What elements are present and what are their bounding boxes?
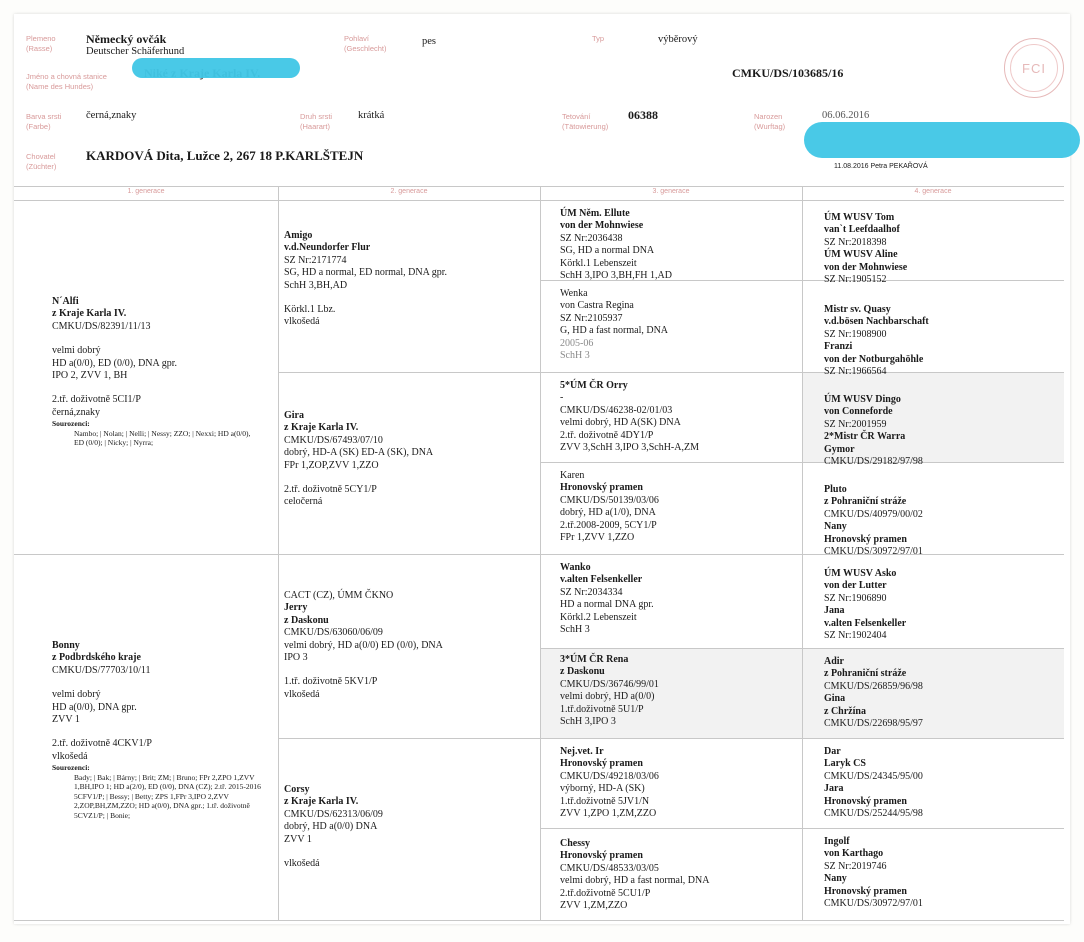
gen4-kennel: z Pohraniční stráže [824, 496, 907, 508]
gen2-line: SchH 3,BH,AD [284, 279, 348, 291]
gen3-cell-4 [560, 562, 796, 636]
gen4-name: 2*Mistr ČR Warra [824, 431, 906, 443]
gen3-line: SG, HD a normal DNA [560, 245, 655, 257]
gen2-line: CMKU/DS/67493/07/10 [284, 434, 383, 446]
dam-line: velmi dobrý [52, 689, 101, 701]
gen4-kennel: z Chržína [824, 705, 866, 717]
gen4-name: Mistr sv. Quasy [824, 304, 891, 315]
gen3-line: CMKU/DS/36746/99/01 [560, 678, 659, 690]
dam-name: Bonny [52, 640, 80, 651]
gen2-line: vlkošedá [284, 858, 320, 870]
label-breeder: Chovatel (Züchter) [26, 152, 57, 171]
gen3-line: Körkl.1 Lebenszeit [560, 257, 637, 269]
gen4-kennel: von der Notburgahöhle [824, 353, 924, 365]
gen3-kennel: v.alten Felsenkeller [560, 574, 643, 586]
gen3-name: Nej.vet. Ir [560, 746, 604, 757]
gen4-kennel: z Pohraniční stráže [824, 668, 907, 680]
gen3-line: SZ Nr:2105937 [560, 312, 623, 324]
gen3-kennel: - [560, 392, 564, 404]
gen3-kennel: von der Mohnwiese [560, 220, 644, 232]
gen4-name: ÚM WUSV Aline [824, 249, 898, 261]
sire-siblings-label: Sourozenci: [52, 419, 90, 429]
gen4-cell-6 [824, 746, 1060, 820]
gen2-cell-2 [284, 590, 536, 701]
grid-line [278, 186, 279, 920]
gen4-name: ÚM WUSV Asko [824, 568, 897, 579]
redaction-mark-details [804, 122, 1080, 158]
gen2-line: celočerná [284, 496, 323, 508]
gen4-name: Jana [824, 605, 845, 617]
gen3-line: CMKU/DS/48533/03/05 [560, 862, 659, 874]
gen2-kennel: z Kraje Karla IV. [284, 796, 359, 808]
grid-line [278, 738, 1064, 739]
sire-reg: CMKU/DS/82391/11/13 [52, 320, 151, 332]
coat-value: krátká [358, 110, 385, 121]
gen3-line: 2.tř.2008-2009, 5CY1/P [560, 519, 657, 531]
gen3-line: G, HD a fast normal, DNA [560, 325, 669, 337]
gen3-kennel: Hronovský pramen [560, 850, 643, 862]
gen3-cell-0 [560, 208, 796, 282]
gen3-name: Wanko [560, 562, 591, 573]
gen3-kennel: Hronovský pramen [560, 758, 643, 770]
gen3-line: 2005-06 [560, 337, 594, 349]
gen4-reg: CMKU/DS/25244/95/98 [824, 808, 923, 820]
gen4-name: Jara [824, 783, 844, 795]
gen2-kennel: v.d.Neundorfer Flur [284, 242, 371, 254]
gen2-line: SG, HD a normal, ED normal, DNA gpr. [284, 267, 448, 279]
sire-line: 2.tř. doživotně 5CI1/P [52, 394, 141, 406]
gen2-name: Corsy [284, 784, 310, 795]
gen4-reg: CMKU/DS/24345/95/00 [824, 770, 923, 782]
dam-line: ZVV 1 [52, 714, 80, 726]
grid-line [14, 186, 1064, 187]
gen4-reg: CMKU/DS/29182/97/98 [824, 456, 923, 468]
gen2-line: vlkošedá [284, 316, 320, 328]
gen3-line: SchH 3 [560, 350, 590, 362]
dam-line: HD a(0/0), DNA gpr. [52, 701, 137, 713]
gen2-line: FPr 1,ZOP,ZVV 1,ZZO [284, 459, 379, 471]
dam-kennel: z Podbrdského kraje [52, 652, 141, 664]
dam-line: vlkošedá [52, 750, 88, 762]
gen3-cell-5 [560, 654, 796, 728]
gen4-name: ÚM WUSV Dingo [824, 394, 901, 405]
label-tattoo: Tetování (Tätowierung) [562, 112, 609, 131]
gen3-kennel: z Daskonu [560, 666, 605, 678]
gen4-kennel: Hronovský pramen [824, 885, 907, 897]
gen2-line: 1.tř. doživotně 5KV1/P [284, 676, 378, 688]
gen4-kennel: Gymor [824, 443, 855, 455]
gen2-name: Amigo [284, 230, 313, 241]
gen4-reg: SZ Nr:1905152 [824, 274, 887, 286]
gen3-line: 2.tř. doživotně 4DY1/P [560, 429, 654, 441]
gen4-cell-7 [824, 836, 1060, 910]
gen4-kennel: Hronovský pramen [824, 533, 907, 545]
gen3-cell-1 [560, 288, 796, 362]
gen3-line: SZ Nr:2034334 [560, 586, 623, 598]
gen3-line: HD a normal DNA gpr. [560, 599, 654, 611]
type-value: výběrový [658, 34, 698, 45]
gen3-line: FPr 1,ZVV 1,ZZO [560, 532, 635, 544]
gen4-kennel: von Karthago [824, 848, 884, 860]
gen4-cell-0 [824, 212, 1060, 286]
gen4-header: 4. generace [914, 188, 952, 195]
gen3-kennel: Hronovský pramen [560, 482, 643, 494]
gen2-cell-1 [284, 410, 536, 509]
gen2-name: Jerry [284, 602, 308, 614]
gen4-cell-1 [824, 304, 1060, 378]
gen3-line: ZVV 1,ZM,ZZO [560, 900, 628, 912]
gen4-kennel: v.d.bösen Nachbarschaft [824, 316, 929, 328]
registration-number: CMKU/DS/103685/16 [732, 66, 844, 80]
gen3-name: Karen [560, 470, 585, 481]
gen2-header: 2. generace [390, 188, 428, 195]
gen3-line: SZ Nr:2036438 [560, 232, 623, 244]
gen4-reg: SZ Nr:1966564 [824, 366, 887, 378]
gen4-reg: SZ Nr:1908900 [824, 328, 887, 340]
sire-line: HD a(0/0), ED (0/0), DNA gpr. [52, 357, 177, 369]
gen4-kennel: v.alten Felsenkeller [824, 617, 907, 629]
gen3-cell-6 [560, 746, 796, 820]
gen2-kennel: z Daskonu [284, 614, 329, 626]
sire-line: černá,znaky [52, 406, 101, 418]
pedigree-sheet [14, 14, 1070, 924]
dam-siblings-label: Sourozenci: [52, 763, 90, 773]
fci-logo: FCI [1004, 38, 1064, 98]
breed-de: Deutscher Schäferhund [86, 46, 185, 57]
breed-cz: Německý ovčák [86, 32, 167, 46]
gen4-name: Adir [824, 656, 844, 667]
gen2-cell-3 [284, 784, 536, 870]
gen4-reg: SZ Nr:2001959 [824, 418, 887, 430]
gen4-name: Pluto [824, 484, 847, 495]
gen3-cell-7 [560, 838, 796, 912]
gen4-cell-2 [824, 394, 1060, 468]
gen4-cell-3 [824, 484, 1060, 558]
label-color: Barva srsti (Farbe) [26, 112, 62, 131]
gen3-line: CMKU/DS/49218/03/06 [560, 770, 659, 782]
gen4-kennel: Hronovský pramen [824, 795, 907, 807]
gen3-line: 1.tř.doživotně 5JV1/N [560, 795, 650, 807]
gen4-name: Dar [824, 746, 841, 757]
gen4-kennel: Laryk CS [824, 758, 866, 770]
gen3-header: 3. generace [652, 188, 690, 195]
gen2-line: ZVV 1 [284, 833, 312, 845]
gen4-kennel: von der Lutter [824, 580, 887, 592]
gen3-name: 5*ÚM ČR Orry [560, 380, 628, 391]
dam-siblings: Bady; | Bak; | Bárny; | Brit; ZM; | Bruno; FPr 2,ZPO 1,ZVV 1,BH,IPO 1; HD a(2/0), ED (0/0), DNA (CZ); 2.tř. 2015-2016 5CFV1/P; | Bessy; | Betty; ZPS 1,FPr 3,IPO 2,ZVV 2,ZOP,BH,ZM,ZZO; HD a(0/0), DNA gpr.; 1.tř. doživotně 5CVZ1/P; | Bonie; [74, 772, 261, 820]
gen3-name: Chessy [560, 838, 591, 849]
gen3-cell-3 [560, 470, 796, 544]
gen3-line: velmi dobrý, HD A(SK) DNA [560, 417, 681, 429]
gen4-name: Nany [824, 521, 847, 533]
gen3-line: velmi dobrý, HD a fast normal, DNA [560, 875, 710, 887]
gen4-cell-4 [824, 568, 1060, 642]
gen3-line: ZVV 3,SchH 3,IPO 3,SchH-A,ZM [560, 442, 699, 454]
gen4-kennel: van`t Leefdaalhof [824, 224, 900, 236]
gen4-reg: SZ Nr:1906890 [824, 592, 887, 604]
dam-line: 2.tř. doživotně 4CKV1/P [52, 738, 152, 750]
redaction-mark-name [132, 58, 300, 78]
gen3-line: CMKU/DS/50139/03/06 [560, 494, 659, 506]
sire-cell [52, 296, 272, 448]
gen3-line: SchH 3,IPO 3,BH,FH 1,AD [560, 270, 672, 282]
gen3-line: dobrý, HD a(1/0), DNA [560, 507, 656, 519]
label-coat: Druh srsti (Haarart) [300, 112, 333, 131]
gen2-line: SZ Nr:2171774 [284, 254, 347, 266]
gen3-name: ÚM Něm. Ellute [560, 208, 630, 219]
grid-line [802, 186, 803, 920]
gen2-name: Gira [284, 410, 304, 421]
gen4-reg: SZ Nr:2019746 [824, 860, 887, 872]
gen4-cell-5 [824, 656, 1060, 730]
gen4-name: Nany [824, 873, 847, 885]
gen3-line: 2.tř.doživotně 5CU1/P [560, 887, 651, 899]
issue-note: 11.08.2016 Petra PEKAŘOVÁ [834, 163, 928, 170]
gen2-line: CMKU/DS/63060/06/09 [284, 627, 383, 639]
gen2-line: dobrý, HD a(0/0) DNA [284, 821, 378, 833]
color-value: černá,znaky [86, 110, 137, 121]
gen2-line: dobrý, HD-A (SK) ED-A (SK), DNA [284, 447, 434, 459]
gen3-name: 3*ÚM ČR Rena [560, 654, 629, 665]
gen4-kennel: von der Mohnwiese [824, 261, 908, 273]
gen2-line: CMKU/DS/62313/06/09 [284, 808, 383, 820]
gen3-line: SchH 3 [560, 624, 590, 636]
gen4-reg: CMKU/DS/22698/95/97 [824, 718, 923, 730]
gen3-cell-2 [560, 380, 796, 454]
gen4-name: Ingolf [824, 836, 850, 847]
gen3-line: SchH 3,IPO 3 [560, 716, 616, 728]
gen3-line: Körkl.2 Lebenszeit [560, 611, 637, 623]
label-type: Typ [592, 34, 605, 43]
breeder-value: KARDOVÁ Dita, Lužce 2, 267 18 P.KARLŠTEJN [86, 148, 364, 163]
gen3-name: Wenka [560, 288, 588, 299]
grid-line [540, 186, 541, 920]
sex-value: pes [422, 36, 436, 47]
label-sex: Pohlaví (Geschlecht) [344, 34, 387, 53]
gen2-kennel: z Kraje Karla IV. [284, 422, 359, 434]
gen3-kennel: von Castra Regina [560, 300, 634, 312]
sire-siblings: Nambo; | Nolan; | Nelli; | Nessy; ZZO; | Nexxi; HD a(0/0), ED (0/0); | Nicky; | Nyrra; [74, 428, 251, 448]
sire-line: velmi dobrý [52, 345, 101, 357]
gen4-reg: CMKU/DS/30972/97/01 [824, 898, 923, 910]
gen4-name: Gina [824, 693, 846, 705]
gen4-reg: CMKU/DS/26859/96/98 [824, 680, 923, 692]
gen4-reg: CMKU/DS/40979/00/02 [824, 508, 923, 520]
gen4-reg: SZ Nr:2018398 [824, 236, 887, 248]
birth-date: 06.06.2016 [822, 110, 870, 121]
gen2-line: vlkošedá [284, 688, 320, 700]
gen2-line: IPO 3 [284, 652, 308, 664]
gen2-line: Körkl.1 Lbz. [284, 304, 336, 316]
gen4-name: Franzi [824, 341, 853, 353]
dam-cell [52, 640, 272, 820]
gen4-reg: SZ Nr:1902404 [824, 630, 887, 642]
label-breed: Plemeno (Rasse) [26, 34, 56, 53]
gen2-line: velmi dobrý, HD a(0/0) ED (0/0), DNA [284, 639, 443, 651]
gen4-kennel: von Conneforde [824, 406, 893, 418]
label-name: Jméno a chovná stanice (Name des Hundes) [26, 72, 107, 91]
label-born: Narozen (Wurftag) [754, 112, 786, 131]
grid-line [14, 200, 1064, 201]
gen4-reg: CMKU/DS/30972/97/01 [824, 546, 923, 558]
sire-name: N´Alfi [52, 296, 79, 307]
gen3-line: výborný, HD-A (SK) [560, 783, 645, 795]
gen3-line: CMKU/DS/46238-02/01/03 [560, 404, 673, 416]
dam-reg: CMKU/DS/77703/10/11 [52, 664, 151, 676]
grid-line [14, 920, 1064, 921]
sire-line: IPO 2, ZVV 1, BH [52, 370, 128, 382]
gen4-name: ÚM WUSV Tom [824, 212, 895, 223]
gen2-line: 2.tř. doživotně 5CY1/P [284, 484, 377, 496]
gen2-title: CACT (CZ), ÚMM ČKNO [284, 590, 394, 601]
sire-kennel: z Kraje Karla IV. [52, 308, 127, 320]
gen3-line: velmi dobrý, HD a(0/0) [560, 691, 655, 703]
gen1-header: 1. generace [127, 188, 165, 195]
gen2-cell-0 [284, 230, 536, 329]
gen3-line: ZVV 1,ZPO 1,ZM,ZZO [560, 808, 657, 820]
gen3-line: 1.tř.doživotně 5U1/P [560, 703, 644, 715]
tattoo-value: 06388 [628, 108, 658, 122]
